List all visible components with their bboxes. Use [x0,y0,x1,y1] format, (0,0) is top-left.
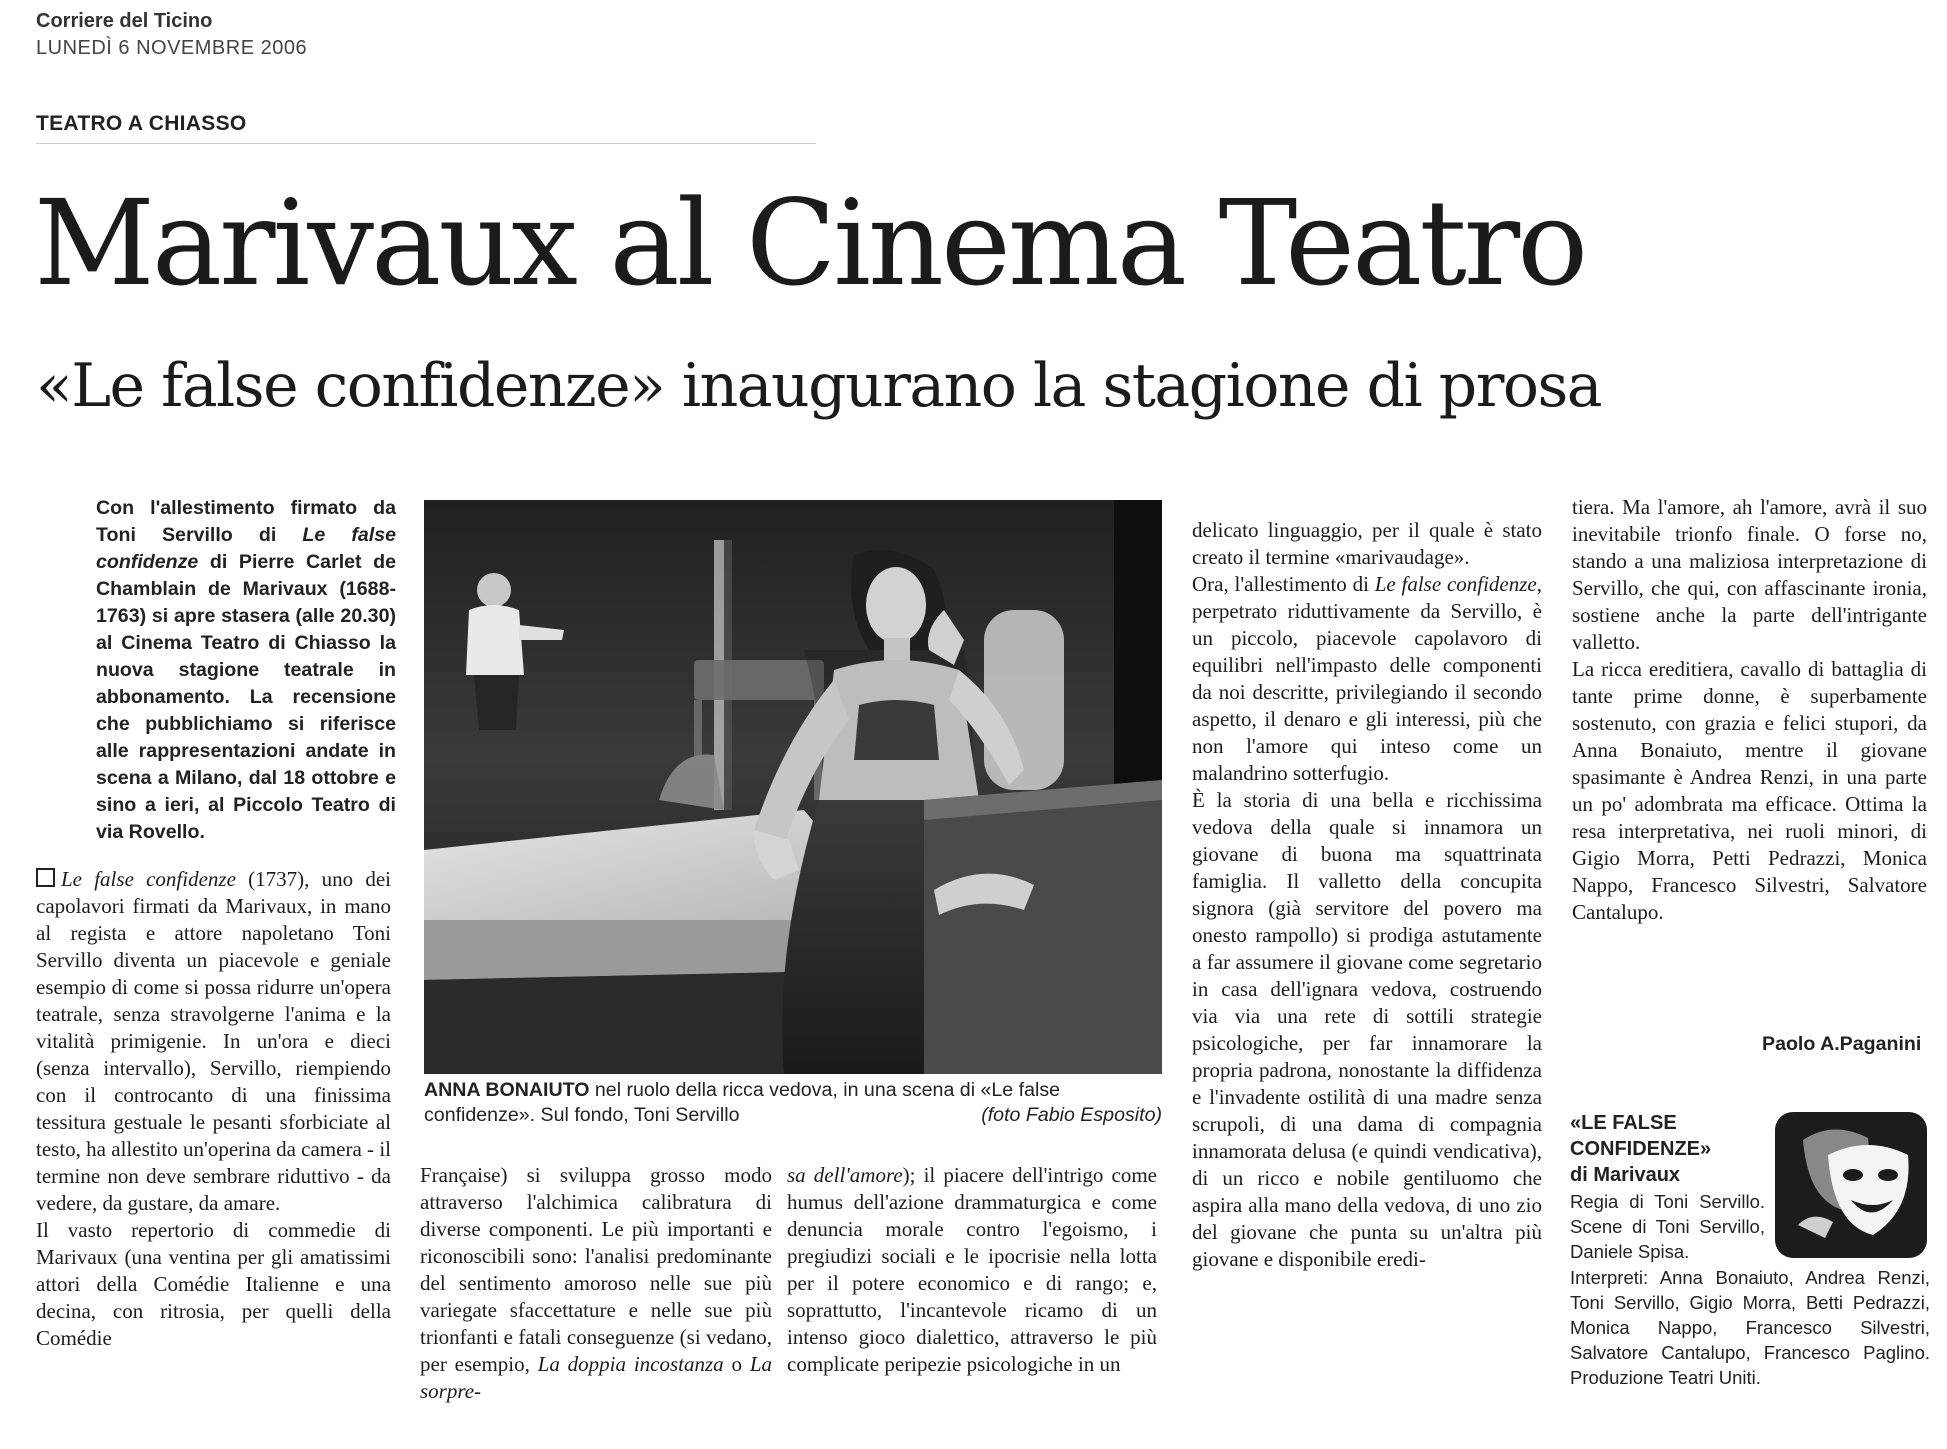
article-paragraph [787,1162,1157,1378]
caption-name: ANNA BONAIUTO [424,1079,590,1101]
info-credits-direction: Regia di Toni Servillo. Scene di Toni Servillo, Daniele Spisa. [1570,1191,1765,1262]
article-column-3 [787,1162,1157,1378]
author-byline: Paolo A.Paganini [1762,1033,1922,1055]
play-title: sa dell'amore [787,1163,903,1187]
intro-paragraph [96,495,396,846]
article-paragraph: Il vasto repertorio di commedie di Marivaux (una ventina per gli amatissimi attori della Comédie Italienne e una decina, con ritrosia, per quelli della Comédie [36,1218,391,1350]
headline: Marivaux al Cinema Teatro [34,174,1586,312]
intro-text-2: di Pierre Carlet de Chamblain de Marivaux (1688-1763) si apre stasera (alle 20.30) al Cinema Teatro di Chiasso la nuova stagione teatrale in abbonamento. La recensione che pubblichiamo si riferisce alle rappresentazioni andate in scena a Milano, dal 18 ottobre e sino a ieri, al Piccolo Teatro di via Rovello. [96,551,396,843]
photo-caption [424,1078,1162,1128]
caption-text: nel ruolo della ricca vedova, in una scena di «Le false confidenze». Sul fondo, Toni Servillo [424,1079,1061,1126]
article-paragraph [36,866,391,1217]
intro-title: Le false confidenze [96,524,396,573]
info-show-author: di Marivaux [1570,1164,1681,1186]
square-bullet-icon [36,868,55,887]
paragraph-text: Ora, l'allestimento di [1192,572,1375,596]
article-paragraph [420,1162,772,1405]
masthead [36,10,307,60]
info-show-title: «LE FALSE CONFIDENZE» [1570,1112,1712,1160]
paragraph-text: ); il piacere dell'intrigo come humus dell'azione drammaturgica e come denuncia morale contro l'egoismo, i pregiudizi sociali e le ipocrisie nella lotta per il potere economico e di rango; e, soprattutto, l'incantevole ricamo di un intenso gioco dialettico, attraverso le più complicate peripezie psicologiche in un [787,1163,1157,1376]
play-title: Le false confidenze [1374,572,1537,596]
photo-credit: (foto Fabio Esposito) [981,1104,1162,1126]
article-paragraph: La ricca ereditiera, cavallo di battaglia di tante prime donne, è superbamente sostenuto, con grazia e felici stupori, da Anna Bonaiuto, mentre il giovane spasimante è Andrea Renzi, in una parte un po' adombrata ma efficace. Ottima la resa interpretativa, nei ruoli minori, di Gigio Morra, Petti Pedrazzi, Monica Nappo, Francesco Silvestri, Salvatore Cantalupo. [1572,657,1927,924]
theatre-mask-icon [1773,1110,1929,1260]
info-credits-cast: Interpreti: Anna Bonaiuto, Andrea Renzi, Toni Servillo, Gigio Morra, Betti Pedrazzi, Monica Nappo, Francesco Silvestri, Salvatore Cantalupo, Francesco Paglino. Produzione Teatri Uniti. [1570,1267,1930,1388]
article-column-2 [420,1162,772,1405]
article-column-4 [1192,517,1542,1273]
article-paragraph: delicato linguaggio, per il quale è stato creato il termine «marivaudage». [1192,518,1542,569]
play-title: Le false confidenze [61,867,236,891]
article-paragraph: tiera. Ma l'amore, ah l'amore, avrà il suo inevitabile trionfo finale. O forse no, stando a una maliziosa interpretazione di Servillo, che qui, con affascinante ironia, sostiene anche la parte dell'intrigante valletto. [1572,495,1927,654]
section-label: TEATRO A CHIASSO [36,112,247,135]
issue-date: LUNEDÌ 6 NOVEMBRE 2006 [36,37,308,59]
paragraph-text: Française) si sviluppa grosso modo attraverso l'alchimica calibratura di diverse componenti. Le più importanti e riconoscibili sono: l'analisi predominante del sentimento amoroso nelle sue più variegate sfaccettature e nelle sue più trionfanti e fatali conseguenze (si vedano, per esempio, [420,1163,772,1376]
article-paragraph: È la storia di una bella e ricchissima vedova della quale si innamora un giovane di buona ma squattrinata famiglia. Il valletto della concupita signora (già servitore del povero ma onesto rampollo) si prodiga astutamente a far assumere il giovane come segretario in casa dell'ignara vedova, costruendo via via una rete di sottili strategie psicologiche, per far innamorare la propria padrona, nonostante la diffidenza e l'invadente ostilità di una madre senza scrupoli, di una dama di compagnia innamorata delusa (e quindi vendicativa), di un ricco e nobile gentiluomo che aspira alla mano della vedova, di uno zio del giovane che punta su un'altra più giovane e disponibile eredi- [1192,788,1542,1271]
article-column-5 [1572,494,1927,926]
paragraph-text: , perpetrato riduttivamente da Servillo, è un piccolo, piacevole capolavoro di equilibri nell'impasto delle componenti da noi descritte, privilegiando il secondo aspetto, il denaro e gli interessi, più che non l'amore qui inteso come un malandrino sotterfugio. [1192,572,1543,785]
paragraph-text: (1737), uno dei capolavori firmati da Marivaux, in mano al regista e attore napoletano Toni Servillo diventa un piacevole e geniale esempio di come si possa ridurre un'opera teatrale, senza stravolgerne l'anima e la vitalità primigenie. In un'ora e dieci (senza intervallo), Servillo, riempiendo con il controcanto di una finissima tessitura gestuale le pesanti sforbiciate al testo, ha allestito un'operina da camera - il termine non deve sembrare riduttivo - da vedere, da gustare, da amare. [36,867,391,1215]
play-title: La doppia incostanza [537,1352,724,1376]
stage-photo [424,500,1162,1074]
intro-text-1: Con l'allestimento firmato da Toni Servillo di [96,497,396,546]
section-divider [36,143,816,144]
subheadline: «Le false confidenze» inaugurano la stagione di prosa [36,351,1602,421]
article-paragraph [1192,571,1542,787]
article-column-1 [36,866,391,1352]
play-title: La sorpre- [420,1352,772,1403]
paragraph-text: o [723,1352,750,1376]
newspaper-name: Corriere del Ticino [36,10,213,32]
